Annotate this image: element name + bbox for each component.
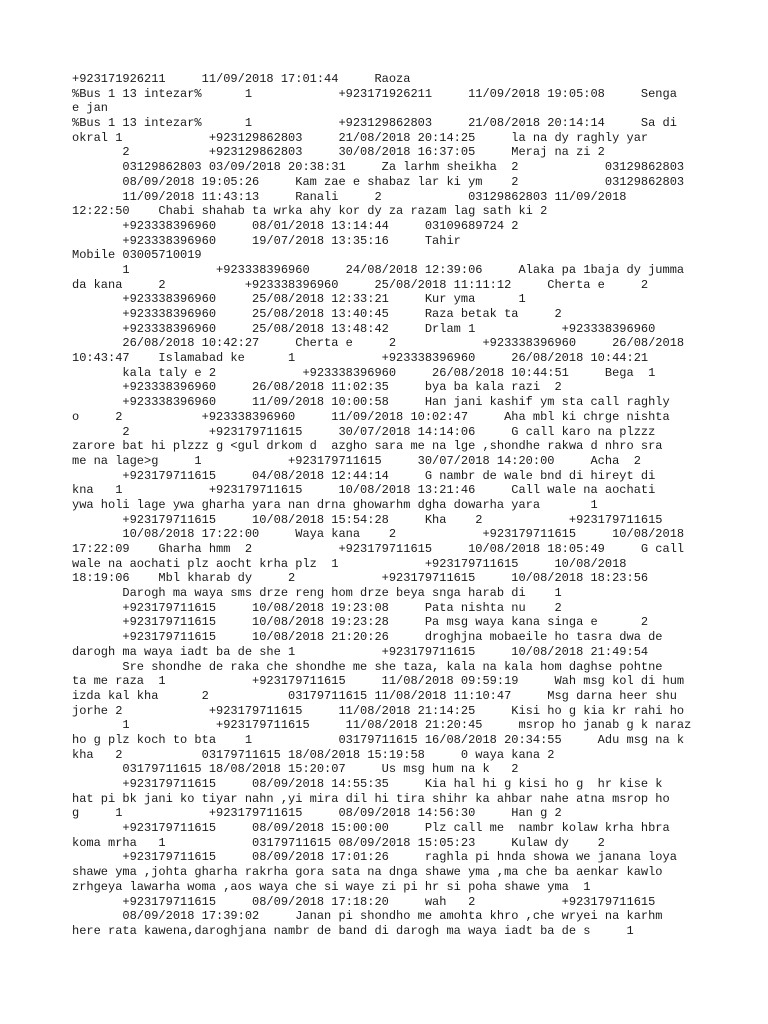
text-line: koma mrha 1 03179711615 08/09/2018 15:05:23 Kulaw dy 2 — [72, 835, 605, 850]
text-line: shawe yma ,johta gharha rakrha gora sata na dnga shawe yma ,ma che ba aenkar kawlo — [72, 865, 663, 880]
call-log-text — [72, 72, 696, 939]
text-line: Mobile 03005710019 — [72, 248, 202, 263]
text-line: 1 +923338396960 24/08/2018 12:39:06 Alaka pa 1baja dy jumma — [72, 262, 685, 277]
text-line: okral 1 +923129862803 21/08/2018 20:14:25 la na dy raghly yar — [72, 130, 649, 145]
text-line: +923179711615 08/09/2018 17:18:20 wah 2 +923179711615 — [72, 894, 656, 909]
text-line: +923179711615 08/09/2018 14:55:35 Kia hal hi g kisi ho g hr kise k — [72, 777, 663, 791]
text-line: jorhe 2 +923179711615 11/08/2018 21:14:25 Kisi ho g kia kr rahi ho — [72, 703, 685, 718]
text-line: Darogh ma waya sms drze reng hom drze beya snga harab di 1 — [72, 586, 562, 601]
text-line: zrhgeya lawarha woma ,aos waya che si waye zi pi hr si poha shawe yma 1 — [72, 879, 591, 894]
text-line: +923179711615 10/08/2018 15:54:28 Kha 2 +923179711615 — [72, 512, 663, 527]
text-line: Sre shondhe de raka che shondhe me she taza, kala na kala hom daghse pohtne — [72, 659, 663, 674]
text-line: 08/09/2018 17:39:02 Janan pi shondho me amohta khro ,che wryei na karhm — [72, 909, 663, 924]
text-line: +923338396960 26/08/2018 11:02:35 bya ba kala razi 2 — [72, 380, 562, 395]
text-line: +923179711615 04/08/2018 12:44:14 G nambr de wale bnd di hireyt di — [72, 468, 656, 483]
text-line: 08/09/2018 19:05:26 Kam zae e shabaz lar ki ym 2 03129862803 — [72, 174, 685, 189]
text-line: 03179711615 18/08/2018 15:20:07 Us msg hum na k 2 — [72, 762, 519, 777]
text-line: 18:19:06 Mbl kharab dy 2 +923179711615 10/08/2018 18:23:56 — [72, 571, 649, 586]
text-line: 2 +923179711615 30/07/2018 14:14:06 G call karo na plzzz — [72, 424, 656, 439]
text-line: +923338396960 25/08/2018 13:48:42 Drlam 1 +923338396960 — [72, 321, 656, 336]
text-line: hat pi bk jani ko tiyar nahn ,yi mira dil hi tira shihr ka ahbar nahe atna msrop ho — [72, 791, 670, 806]
text-line: 17:22:09 Gharha hmm 2 +923179711615 10/08/2018 18:05:49 G call — [72, 542, 685, 556]
text-line: here rata kawena,daroghjana nambr de band di darogh ma waya iadt ba de s 1 — [72, 923, 634, 938]
text-line: g 1 +923179711615 08/09/2018 14:56:30 Han g 2 — [72, 806, 562, 821]
text-line: kha 2 03179711615 18/08/2018 15:19:58 0 waya kana 2 — [72, 747, 555, 762]
text-line: darogh ma waya iadt ba de she 1 +923179711615 10/08/2018 21:49:54 — [72, 644, 649, 659]
text-line: kna 1 +923179711615 10/08/2018 13:21:46 Call wale na aochati — [72, 483, 656, 498]
text-line: o 2 +923338396960 11/09/2018 10:02:47 Aha mbl ki chrge nishta — [72, 409, 670, 424]
text-line: 2 +923129862803 30/08/2018 16:37:05 Meraj na zi 2 — [72, 145, 605, 160]
text-line: kala taly e 2 +923338396960 26/08/2018 10:44:51 Bega 1 — [72, 365, 656, 380]
text-line: +923179711615 10/08/2018 19:23:08 Pata nishta nu 2 — [72, 600, 562, 615]
text-line: ta me raza 1 +923179711615 11/08/2018 09:59:19 Wah msg kol di hum — [72, 674, 685, 689]
text-line: 26/08/2018 10:42:27 Cherta e 2 +923338396960 26/08/2018 — [72, 336, 685, 351]
text-line: e jan — [72, 101, 109, 116]
text-line: zarore bat hi plzzz g <gul drkom d azgho sara me na lge ,shondhe rakwa d nhro sra — [72, 439, 663, 454]
text-line: %Bus 1 13 intezar% 1 +923171926211 11/09/2018 19:05:08 Senga — [72, 86, 677, 101]
text-line: +923338396960 25/08/2018 12:33:21 Kur yma 1 — [72, 292, 526, 307]
text-line: +923338396960 11/09/2018 10:00:58 Han jani kashif ym sta call raghly — [72, 395, 670, 410]
text-line: 11/09/2018 11:43:13 Ranali 2 03129862803 11/09/2018 — [72, 189, 627, 204]
text-line: 10/08/2018 17:22:00 Waya kana 2 +923179711615 10/08/2018 — [72, 527, 685, 542]
text-line: %Bus 1 13 intezar% 1 +923129862803 21/08/2018 20:14:14 Sa di — [72, 116, 677, 131]
text-line: +923338396960 08/01/2018 13:14:44 03109689724 2 — [72, 218, 519, 233]
text-line: +923338396960 19/07/2018 13:35:16 Tahir — [72, 233, 461, 248]
text-line: wale na aochati plz aocht krha plz 1 +923179711615 10/08/2018 — [72, 556, 627, 571]
text-line: 12:22:50 Chabi shahab ta wrka ahy kor dy za razam lag sath ki 2 — [72, 204, 548, 219]
text-line: +923179711615 10/08/2018 21:20:26 droghjna mobaeile ho tasra dwa de — [72, 630, 663, 645]
text-line: +923338396960 25/08/2018 13:40:45 Raza betak ta 2 — [72, 307, 562, 321]
text-line: +923179711615 10/08/2018 19:23:28 Pa msg waya kana singa e 2 — [72, 615, 649, 630]
text-line: izda kal kha 2 03179711615 11/08/2018 11:10:47 Msg darna heer shu — [72, 688, 677, 703]
text-line: 1 +923179711615 11/08/2018 21:20:45 msrop ho janab g k naraz — [72, 718, 692, 733]
text-line: +923179711615 08/09/2018 17:01:26 raghla pi hnda showa we janana loya — [72, 850, 677, 865]
text-line: ho g plz koch to bta 1 03179711615 16/08/2018 20:34:55 Adu msg na k — [72, 732, 685, 747]
text-line: da kana 2 +923338396960 25/08/2018 11:11:12 Cherta e 2 — [72, 277, 649, 292]
text-line: 10:43:47 Islamabad ke 1 +923338396960 26/08/2018 10:44:21 — [72, 351, 649, 366]
text-line: +923179711615 08/09/2018 15:00:00 Plz call me nambr kolaw krha hbra — [72, 821, 670, 836]
text-line: me na lage>g 1 +923179711615 30/07/2018 14:20:00 Acha 2 — [72, 453, 641, 468]
text-line: 03129862803 03/09/2018 20:38:31 Za larhm sheikha 2 03129862803 — [72, 160, 685, 175]
text-line: ywa holi lage ywa gharha yara nan drna ghowarhm dgha dowarha yara 1 — [72, 497, 598, 512]
text-line: +923171926211 11/09/2018 17:01:44 Raoza — [72, 72, 411, 86]
